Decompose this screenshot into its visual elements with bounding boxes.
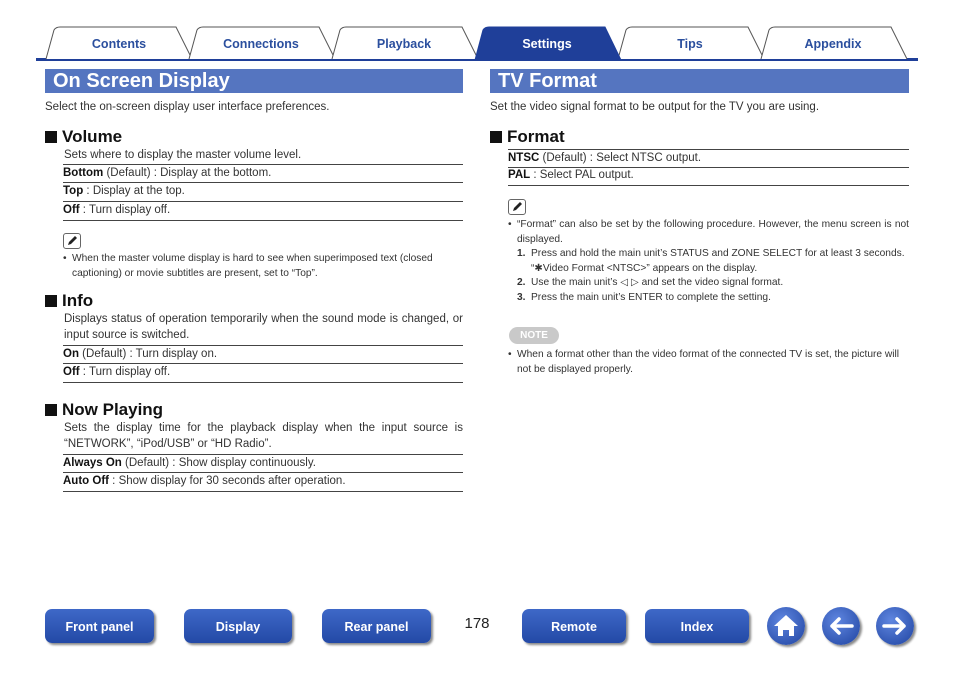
page-number: 178 xyxy=(464,615,490,632)
now-playing-heading: Now Playing xyxy=(45,400,163,420)
on-screen-display-intro: Select the on-screen display user interface preferences. xyxy=(45,101,330,113)
square-bullet-icon xyxy=(45,131,57,143)
bullet: • xyxy=(508,349,512,360)
tab-shapes xyxy=(0,0,954,62)
pencil-icon xyxy=(508,199,526,215)
format-tip: • “Format” can also be set by the following procedure. However, the menu screen is not displayed. 1. Press and hold the main unit’s STATUS and ZONE SELECT for at least 3 seconds. “✱Video Format <NTSC>” appears on the display. 2. Use the main unit’s ◁ ▷ and set the video signal format. 3. Press the main unit’s ENTER to complete the setting. xyxy=(508,218,909,305)
now-playing-option-always-on: Always On (Default) : Show display continuously. xyxy=(63,454,463,473)
index-button[interactable]: Index xyxy=(645,609,749,643)
tab-playback[interactable]: Playback xyxy=(376,37,432,51)
volume-tip: • When the master volume display is hard to see when superimposed text (closed captioning) or movie subtitles are present, set to “Top”. xyxy=(63,253,433,279)
rear-panel-button[interactable]: Rear panel xyxy=(322,609,431,643)
format-option-ntsc: NTSC (Default) : Select NTSC output. xyxy=(508,149,909,168)
forward-button[interactable] xyxy=(876,607,914,645)
pencil-icon xyxy=(63,233,81,249)
volume-heading: Volume xyxy=(45,127,122,147)
step-1-sub: “✱Video Format <NTSC>” appears on the display. xyxy=(531,262,758,274)
forward-arrow-icon xyxy=(876,607,914,645)
info-option-off: Off : Turn display off. xyxy=(63,364,463,383)
back-arrow-icon xyxy=(822,607,860,645)
square-bullet-icon xyxy=(45,295,57,307)
home-button[interactable] xyxy=(767,607,805,645)
back-button[interactable] xyxy=(822,607,860,645)
note-badge: NOTE xyxy=(509,327,559,344)
volume-option-bottom: Bottom (Default) : Display at the bottom. xyxy=(63,164,463,183)
remote-button[interactable]: Remote xyxy=(522,609,626,643)
home-icon xyxy=(767,607,805,645)
tab-contents[interactable]: Contents xyxy=(91,37,147,51)
tv-format-intro: Set the video signal format to be output for the TV you are using. xyxy=(490,101,820,113)
volume-option-off: Off : Turn display off. xyxy=(63,202,463,221)
on-screen-display-title: On Screen Display xyxy=(45,69,463,93)
now-playing-description: Sets the display time for the playback display when the input source is “NETWORK”, “iPod/USB” or “HD Radio”. xyxy=(64,422,463,450)
square-bullet-icon xyxy=(45,404,57,416)
now-playing-option-auto-off: Auto Off : Show display for 30 seconds after operation. xyxy=(63,473,463,492)
info-option-on: On (Default) : Turn display on. xyxy=(63,345,463,364)
tab-settings[interactable]: Settings xyxy=(522,37,572,51)
bullet: • xyxy=(508,219,512,230)
volume-option-top: Top : Display at the top. xyxy=(63,183,463,202)
info-description: Displays status of operation temporarily when the sound mode is changed, or input source is switched. xyxy=(64,313,463,341)
tab-appendix[interactable]: Appendix xyxy=(804,37,862,51)
bullet: • xyxy=(63,253,67,264)
info-heading: Info xyxy=(45,291,93,311)
volume-description: Sets where to display the master volume level. xyxy=(64,149,302,161)
display-button[interactable]: Display xyxy=(184,609,292,643)
tv-format-title: TV Format xyxy=(490,69,909,93)
square-bullet-icon xyxy=(490,131,502,143)
tab-bar xyxy=(0,0,954,62)
tab-connections[interactable]: Connections xyxy=(223,37,299,51)
format-note: • When a format other than the video format of the connected TV is set, the picture will not be displayed properly. xyxy=(508,349,900,375)
tab-tips[interactable]: Tips xyxy=(677,37,703,51)
format-option-pal: PAL : Select PAL output. xyxy=(508,167,909,186)
front-panel-button[interactable]: Front panel xyxy=(45,609,154,643)
format-heading: Format xyxy=(490,127,565,147)
step-3: 3. Press the main unit’s ENTER to complete the setting. xyxy=(517,291,771,303)
step-1: 1. Press and hold the main unit’s STATUS and ZONE SELECT for at least 3 seconds. xyxy=(517,248,905,259)
step-2: 2. Use the main unit’s ◁ ▷ and set the video signal format. xyxy=(517,277,784,288)
